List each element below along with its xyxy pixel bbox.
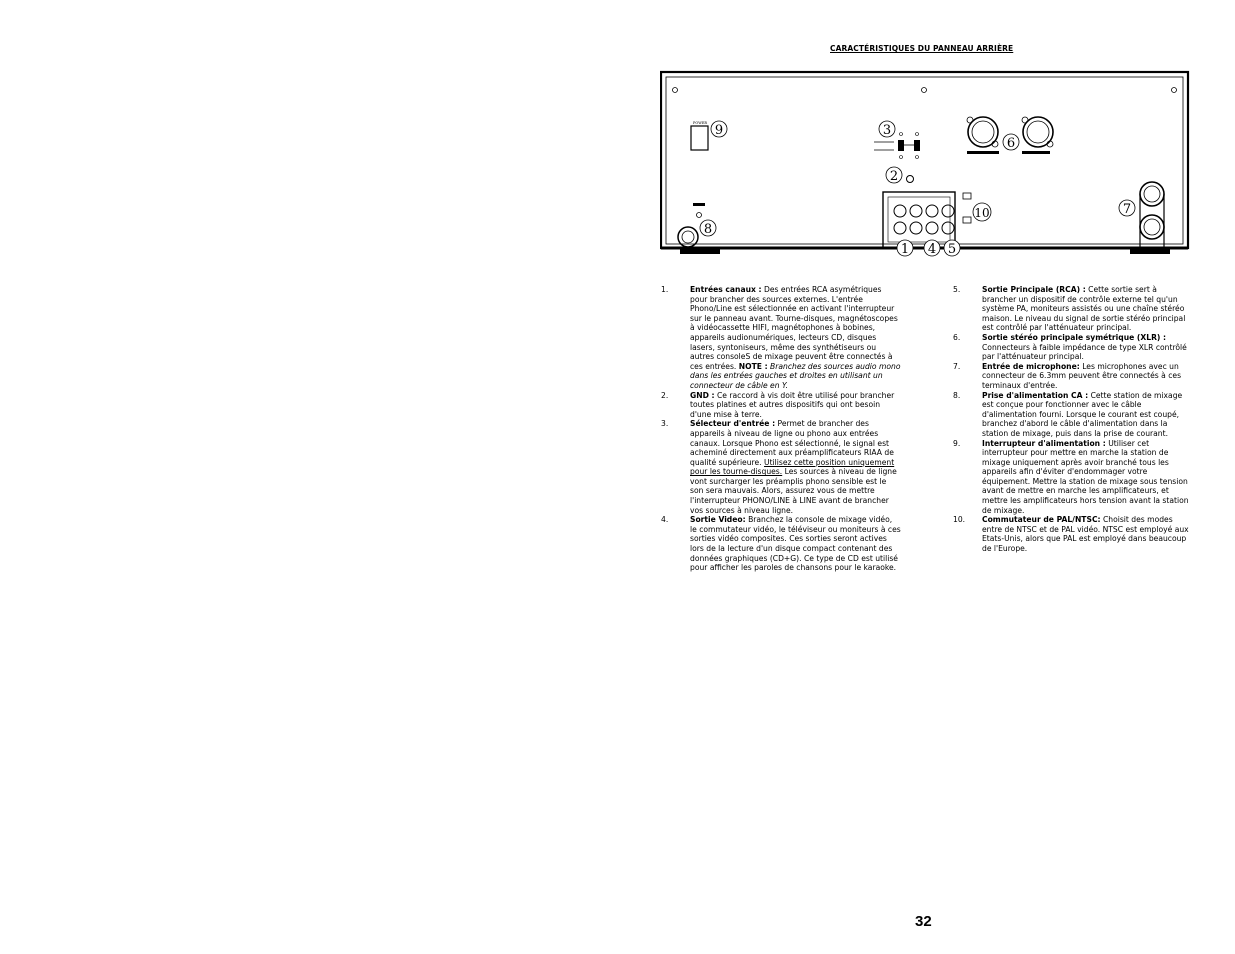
item-heading: Prise d'alimentation CA : (982, 390, 1089, 400)
list-item (661, 419, 901, 515)
item-heading: Sortie stéréo principale symétrique (XLR) : (982, 332, 1167, 342)
item-text: Choisit des modes entre de NTSC et de PAL vidéo. NTSC est employé aux Etats-Unis, alors que PAL est employé dans beaucoup de l'Europe. (982, 515, 1189, 554)
item-text: Branchez la console de mixage vidéo, le commutateur vidéo, le téléviseur ou moniteurs à ces sorties vidéo composites. Ces sorties seront actives lors de la lecture d'un disque compact contenant des données graphiques (CD+G). Ce type de CD est utilisé pour afficher les paroles de chansons pour le karaoke. (690, 515, 901, 573)
callout-6: 6 (1006, 136, 1016, 151)
item-text: Les microphones avec un connecteur de 6.3mm peuvent être connectés à ces terminaux d'entrée. (982, 361, 1182, 390)
item-text: Cette station de mixage est conçue pour fonctionner avec le câble d'alimentation fourni. Lorsque le courant est coupé, branchez d'abord le câble d'alimentation dans la station de mixage, puis dans la prise de courant. (982, 390, 1183, 438)
item-text: Connecteurs à faible impédance de type XLR contrôlé par l'atténuateur principal. (982, 342, 1187, 362)
item-heading: Interrupteur d'alimentation : (982, 438, 1106, 448)
item-text: Cette sortie sert à brancher un dispositif de contrôle externe tel qu'un système PA, moniteurs assistés ou une chaîne stéréo maison. Le niveau du signal de sortie stéréo principal est contrôlé par l'atténuateur principal. (982, 285, 1186, 333)
note-text: Branchez des sources audio mono dans les entrées gauches et droites en utilisant un connecteur de câble en Y. (690, 361, 901, 390)
features-list-left (661, 285, 901, 573)
list-item (661, 391, 901, 420)
list-item (953, 439, 1193, 516)
item-heading: GND : (690, 390, 715, 400)
item-number: 4. (661, 515, 669, 525)
features-list-right (953, 285, 1193, 554)
item-heading: Commutateur de PAL/NTSC: (982, 515, 1101, 525)
rear-panel-diagram (660, 70, 1190, 260)
item-number: 10. (953, 515, 966, 525)
power-label-small: POWER (693, 121, 708, 125)
page-number: 32 (915, 913, 932, 930)
item-number: 8. (953, 390, 961, 400)
item-text: Les sources à niveau de ligne vont surcharger les préamplis phono sensible est le son sera mauvais. Alors, assurez vous de mettre l'interrupteur PHONO/LINE à LINE avant de brancher vos sources à niveau ligne. (690, 467, 897, 515)
callout-8: 8 (703, 222, 713, 237)
note-label: NOTE : (738, 361, 768, 371)
item-number: 2. (661, 390, 669, 400)
callout-4: 4 (927, 242, 937, 257)
callout-7: 7 (1122, 202, 1132, 217)
list-item (953, 333, 1193, 362)
item-text: Ce raccord à vis doit être utilisé pour brancher toutes platines et autres dispositifs qui ont besoin d'une mise à terre. (690, 390, 895, 419)
item-number: 7. (953, 361, 961, 371)
item-heading: Entrée de microphone: (982, 361, 1080, 371)
item-text: Des entrées RCA asymétriques pour brancher des sources externes. L'entrée Phono/Line est sélectionnée en activant l'interrupteur sur le panneau avant. Tourne-disques, magnétoscopes à vidéocassette HIFI, magnétophones à bobines, appareils audionumériques, lecteurs CD, disques lasers, syntoniseurs, même des synthétiseurs ou autres consoleS de mixage peuvent être connectés à ces entrées. (690, 285, 898, 371)
list-item (953, 285, 1193, 333)
list-item (953, 362, 1193, 391)
item-number: 1. (661, 285, 669, 294)
item-text: Utiliser cet interrupteur pour mettre en marche la station de mixage uniquement après avoir branché tous les appareils afin d'éviter d'endommager votre équipement. Mettre la station de mixage sous tension avant de mettre en marche les amplificateurs, et mettre les amplificateurs hors tension avant la station de mixage. (982, 438, 1189, 515)
item-number: 6. (953, 332, 961, 342)
item-text: Permet de brancher des appareils à niveau de ligne ou phono aux entrées canaux. Lorsque Phono est sélectionné, le signal est acheminé directement aux préamplificateurs RIAA de qualité supérieure. (690, 419, 894, 467)
list-item (661, 515, 901, 573)
page-title: CARACTÉRISTIQUES DU PANNEAU ARRIÈRE (830, 44, 1014, 53)
callout-9: 9 (714, 123, 724, 138)
list-item (953, 515, 1193, 553)
callout-10: 10 (974, 206, 990, 220)
list-item (953, 391, 1193, 439)
item-heading: Sélecteur d'entrée : (690, 419, 776, 429)
item-heading: Sortie Principale (RCA) : (982, 285, 1086, 294)
item-heading: Entrées canaux : (690, 285, 762, 294)
item-number: 3. (661, 419, 669, 429)
list-item (661, 285, 901, 391)
callout-1: 1 (900, 242, 910, 257)
item-underlined-text: Utilisez cette position uniquement pour les tourne-disques. (690, 457, 895, 477)
item-heading: Sortie Video: (690, 515, 746, 525)
item-number: 5. (953, 285, 961, 294)
callout-5: 5 (947, 242, 957, 257)
item-number: 9. (953, 438, 961, 448)
callout-3: 3 (882, 123, 892, 138)
callout-2: 2 (889, 169, 899, 184)
